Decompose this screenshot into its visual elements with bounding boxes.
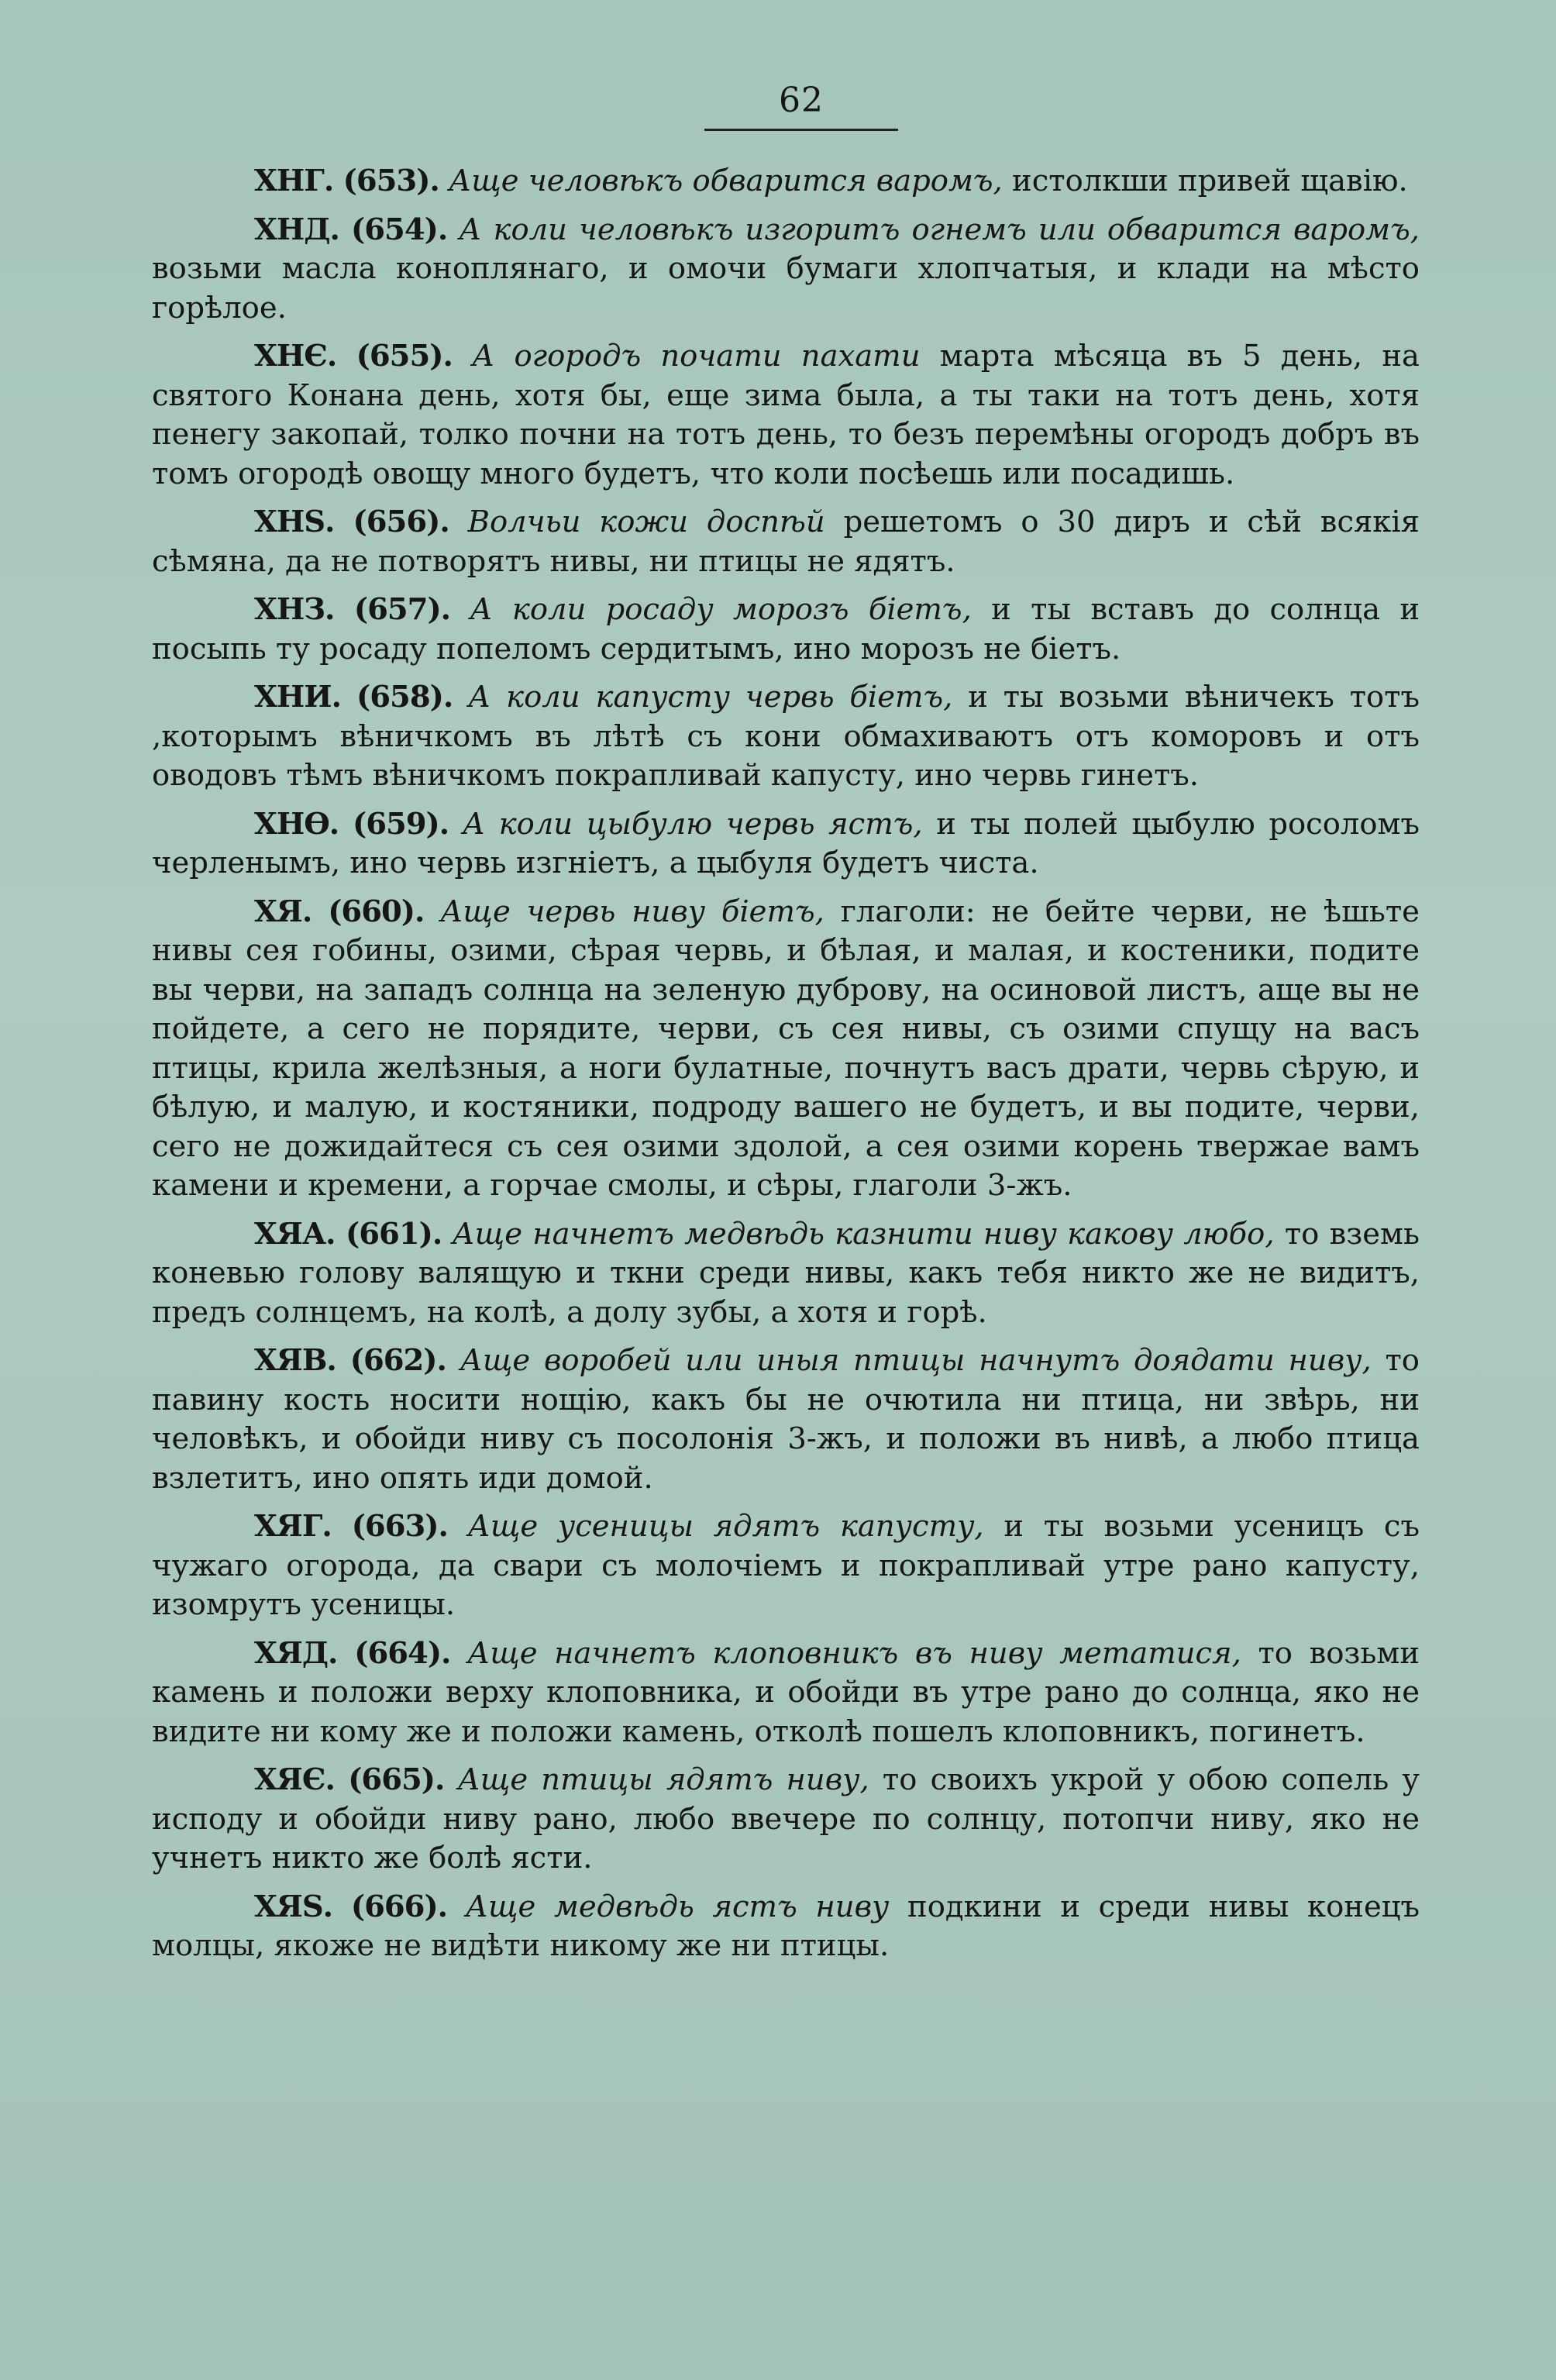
entry-number: ХНЗ. (657). xyxy=(254,592,451,627)
entry-text: то павину кость носити нощію, какъ бы не очютила ни птица, ни звѣрь, ни человѣкъ, и обойди ниву съ посолонія 3-жъ, и положи въ нивѣ, а любо птица взлетитъ, ино опять иди домой. xyxy=(152,1343,1420,1496)
entry-number: ХЯД. (664). xyxy=(254,1635,451,1671)
entry-number: ХЯЅ. (666). xyxy=(254,1889,448,1924)
entry-655 xyxy=(152,337,1420,494)
entry-number: ХЯГ. (663). xyxy=(254,1509,448,1544)
entry-number: ХЯ. (660). xyxy=(254,894,425,929)
entry-title: Аще начнетъ клоповникъ въ ниву метатися, xyxy=(467,1635,1241,1671)
entry-number: ХНГ. (653). xyxy=(254,164,439,198)
entry-656 xyxy=(152,503,1420,581)
entry-number: ХНѲ. (659). xyxy=(254,806,449,842)
entry-title: Аще усеницы ядятъ капусту, xyxy=(467,1509,984,1544)
entry-662 xyxy=(152,1342,1420,1498)
entry-number: ХЯВ. (662). xyxy=(254,1343,446,1378)
page-number: 62 xyxy=(779,81,824,120)
entry-661 xyxy=(152,1215,1420,1333)
entry-text: марта мѣсяца въ 5 день, на святого Конана день, хотя бы, еще зима была, а ты таки на тотъ день, хотя пенегу закопай, толко почни на тотъ день, то безъ перемѣны огородъ добръ въ томъ огородѣ овощу много будетъ, что коли посѣешь или посадишь. xyxy=(152,339,1420,491)
entry-title: Волчьи кожи доспѣй xyxy=(467,505,825,539)
entry-664 xyxy=(152,1634,1420,1752)
entry-number: ХНЄ. (655). xyxy=(254,339,453,374)
entry-title: А коли росаду морозъ біетъ, xyxy=(470,592,972,627)
entry-number: ХНД. (654). xyxy=(254,212,448,247)
entry-text: подкини и среди нивы конецъ молцы, якоже не видѣти никому же ни птицы. xyxy=(152,1889,1420,1963)
entry-658 xyxy=(152,678,1420,796)
entry-text: возьми масла коноплянаго, и омочи бумаги хлопчатыя, и клади на мѣсто горѣлое. xyxy=(152,251,1420,325)
entry-text: решетомъ о 30 диръ и сѣй всякія сѣмяна, да не потворятъ нивы, ни птицы не ядятъ. xyxy=(152,505,1420,579)
entry-title: Аще медвѣдь ястъ ниву xyxy=(465,1889,890,1924)
entry-number: ХНИ. (658). xyxy=(254,680,453,715)
entry-title: А коли человѣкъ изгоритъ огнемъ или обварится варомъ, xyxy=(459,212,1420,247)
entries-list xyxy=(152,162,1420,1966)
entry-659 xyxy=(152,805,1420,883)
entry-text: и ты возьми усеницъ съ чужаго огорода, да свари съ молочіемъ и покрапливай утре рано капусту, изомрутъ усеницы. xyxy=(152,1509,1420,1622)
entry-654 xyxy=(152,211,1420,329)
entry-text: глаголи: не бейте черви, не ѣшьте нивы сея гобины, озими, сѣрая червь, и бѣлая, и малая, и костеники, подите вы черви, на западъ солнца на зеленую дуброву, на осиновой листъ, аще вы не пойдете, а сего не порядите, черви, съ сея нивы, съ озими спущу на васъ птицы, крила желѣзныя, а ноги булатные, почнутъ васъ драти, червь сѣрую, и бѣлую, и малую, и костяники, подроду вашего не будетъ, и вы подите, черви, сего не дожидайтеся съ сея озими здолой, а сея озими корень твержае вамъ камени и кремени, а горчае смолы, и сѣры, глаголи 3-жъ. xyxy=(152,894,1420,1203)
entry-number: ХНЅ. (656). xyxy=(254,505,449,539)
entry-663 xyxy=(152,1507,1420,1625)
entry-number: ХЯЄ. (665). xyxy=(254,1762,445,1797)
entry-title: Аще начнетъ медвѣдь казнити ниву какову любо, xyxy=(452,1216,1275,1252)
entry-657 xyxy=(152,591,1420,669)
entry-title: Аще воробей или иныя птицы начнутъ доядати ниву, xyxy=(460,1343,1372,1378)
entry-text: то своихъ укрой у обою сопель у исподу и обойди ниву рано, любо ввечере по солнцу, потопчи ниву, яко не учнетъ никто же болѣ ясти. xyxy=(152,1762,1420,1875)
entry-text: и ты вставъ до солнца и посыпь ту росаду попеломъ сердитымъ, ино морозъ не біетъ. xyxy=(152,592,1420,666)
entry-666 xyxy=(152,1888,1420,1966)
entry-number: ХЯА. (661). xyxy=(254,1216,442,1252)
entry-text: истолкши привей щавію. xyxy=(1012,164,1408,198)
entry-title: А огородъ почати пахати xyxy=(472,339,921,374)
entry-text: то возьми камень и положи верху клоповника, и обойди въ утре рано до солнца, яко не видите ни кому же и положи камень, отколѣ пошелъ клоповникъ, погинетъ. xyxy=(152,1635,1420,1749)
entry-title: А коли капусту червь біетъ, xyxy=(468,680,953,715)
entry-660 xyxy=(152,893,1420,1206)
entry-text: и ты возьми вѣничекъ тотъ ,которымъ вѣничкомъ въ лѣтѣ съ кони обмахиваютъ отъ коморовъ и отъ оводовъ тѣмъ вѣничкомъ покрапливай капусту, ино червь гинетъ. xyxy=(152,680,1420,793)
header-rule xyxy=(704,129,898,131)
entry-title: Аще человѣкъ обварится варомъ, xyxy=(449,164,1003,198)
entry-title: А коли цыбулю червь ястъ, xyxy=(462,806,923,842)
entry-665 xyxy=(152,1761,1420,1879)
entry-title: Аще птицы ядятъ ниву, xyxy=(457,1762,869,1797)
entry-text: и ты полей цыбулю росоломъ черленымъ, ино червь изгніетъ, а цыбуля будетъ чиста. xyxy=(152,806,1420,880)
entry-text: то вземь коневью голову валящую и ткни среди нивы, какъ тебя никто же не видитъ, предъ солнцемъ, на колѣ, а долу зубы, а хотя и горѣ. xyxy=(152,1216,1420,1330)
entry-653 xyxy=(152,162,1420,201)
entry-title: Аще червь ниву біетъ, xyxy=(440,894,824,929)
